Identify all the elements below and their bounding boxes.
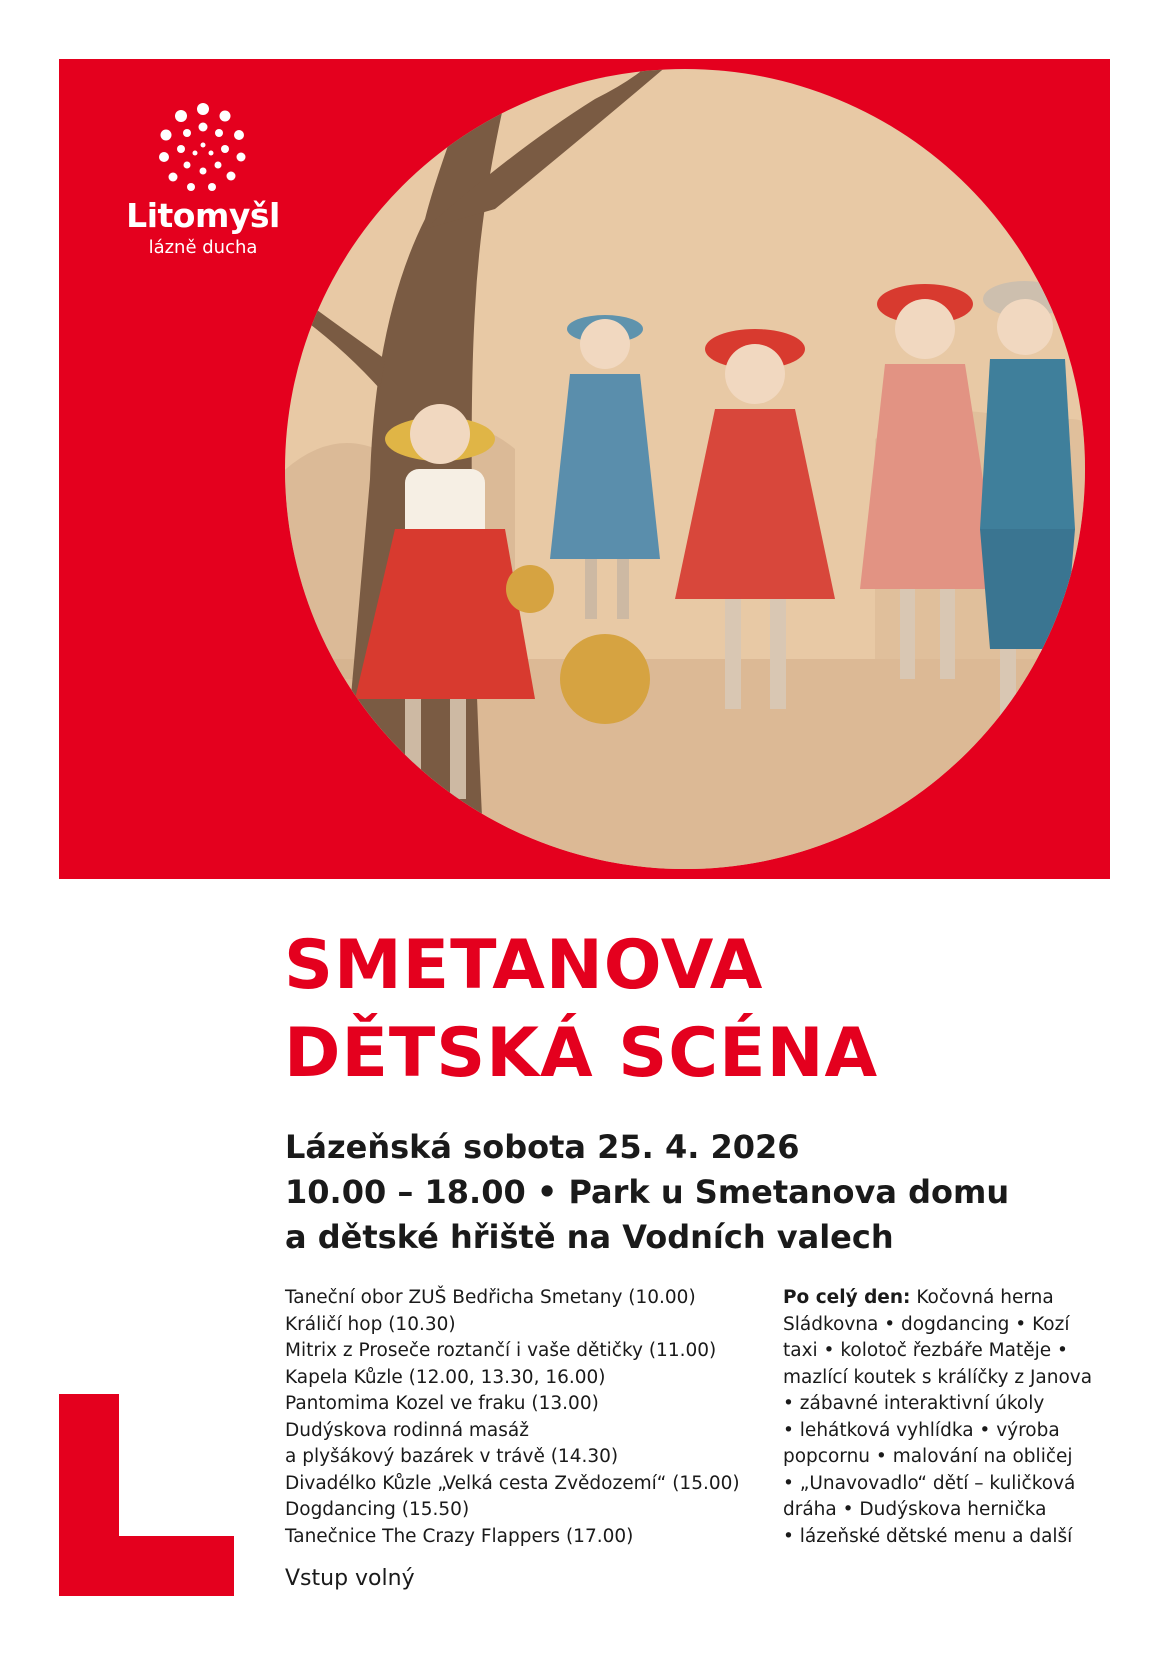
litomysl-logo xyxy=(103,101,303,258)
program-item: Taneční obor ZUŠ Bedřicha Smetany (10.00) xyxy=(285,1287,696,1308)
program-item: Dudýskova rodinná masáž xyxy=(285,1419,529,1441)
all-day-line: • lázeňské dětské menu a další xyxy=(783,1525,1073,1547)
l-brand-mark xyxy=(59,1394,234,1596)
all-day-line: • zábavné interaktivní úkoly xyxy=(783,1393,1045,1414)
brand-name: Litomyšl xyxy=(126,196,280,235)
program-item: Kapela Kůzle (12.00, 13.30, 16.00) xyxy=(285,1366,606,1388)
title-line-2: DĚTSKÁ SCÉNA xyxy=(284,1014,879,1093)
title-line-1: SMETANOVA xyxy=(284,926,764,1005)
program-item: Divadélko Kůzle „Velká cesta Zvědozemí“ (15.00) xyxy=(285,1472,740,1494)
all-day-line: • lehátková vyhlídka • výroba xyxy=(783,1419,1060,1441)
program-item: Pantomima Kozel ve fraku (13.00) xyxy=(285,1393,599,1414)
all-day-line: mazlící koutek s králíčky z Janova xyxy=(783,1366,1093,1388)
all-day-line: popcornu • malování na obličej xyxy=(783,1446,1073,1467)
all-day-label: Po celý den: xyxy=(783,1287,911,1308)
event-time-place: 10.00 – 18.00 • Park u Smetanova domu xyxy=(285,1173,1010,1211)
entry-note: Vstup volný xyxy=(285,1566,415,1591)
event-title xyxy=(284,922,878,1098)
all-day-activities xyxy=(783,1285,1123,1550)
program-list xyxy=(285,1285,755,1550)
children-playing-illustration xyxy=(275,59,1095,879)
brand-slogan: lázně ducha xyxy=(148,237,258,258)
event-details xyxy=(285,1125,1009,1260)
event-date: Lázeňská sobota 25. 4. 2026 xyxy=(285,1128,800,1166)
program-item: Mitrix z Proseče roztančí i vaše dětičky (11.00) xyxy=(285,1340,717,1361)
all-day-line: Kočovná herna xyxy=(916,1287,1054,1308)
sun-dots-icon xyxy=(155,101,251,193)
program-item: Tanečnice The Crazy Flappers (17.00) xyxy=(285,1525,634,1547)
all-day-line: taxi • kolotoč řezbáře Matěje • xyxy=(783,1340,1068,1361)
all-day-line: Sládkovna • dogdancing • Kozí xyxy=(783,1313,1070,1335)
header-banner xyxy=(59,59,1110,879)
event-place-2: a dětské hřiště na Vodních valech xyxy=(285,1218,894,1256)
all-day-line: • „Unavovadlo“ dětí – kuličková xyxy=(783,1472,1076,1494)
program-item: Králičí hop (10.30) xyxy=(285,1313,456,1335)
all-day-line: dráha • Dudýskova hernička xyxy=(783,1499,1047,1520)
program-item: a plyšákový bazárek v trávě (14.30) xyxy=(285,1446,619,1467)
program-item: Dogdancing (15.50) xyxy=(285,1499,470,1520)
